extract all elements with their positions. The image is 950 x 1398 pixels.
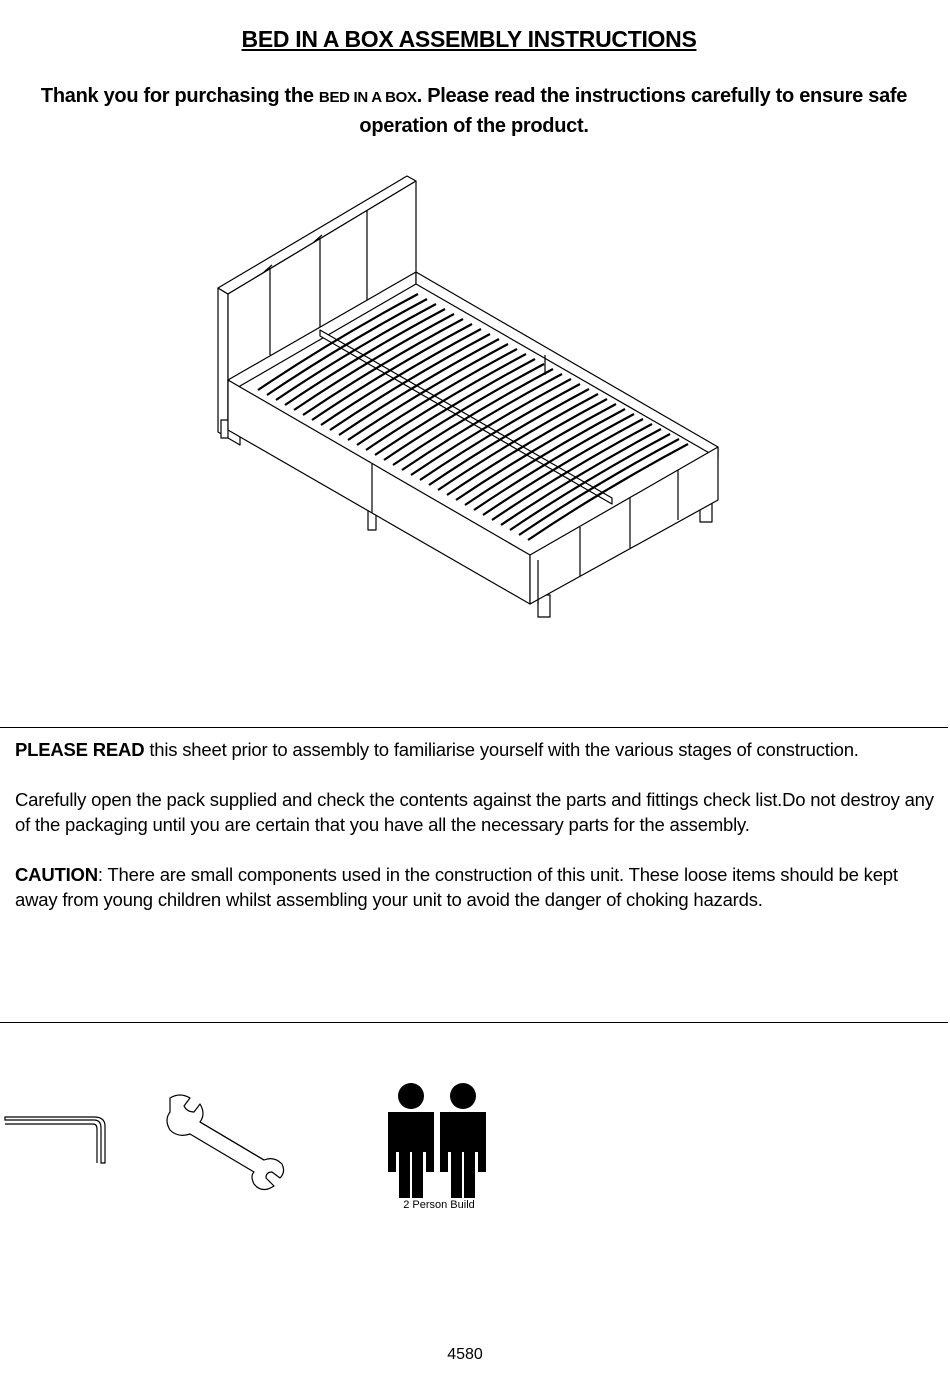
please-read-paragraph: [15, 737, 940, 762]
intro-part2: . Please read the instructions carefully to ensure safe operation of the product.: [359, 85, 908, 137]
caution-text: : There are small components used in the construction of this unit. These loose items should be kept away from young children whilst assembling your unit to avoid the danger of choking hazards.: [15, 864, 898, 910]
allen-key-icon: [4, 1116, 108, 1168]
two-person-build-label: 2 Person Build: [403, 1199, 475, 1211]
check-contents-paragraph: Carefully open the pack supplied and check the contents against the parts and fittings check list.Do not destroy any of the packaging until you are certain that you have all the necessary parts for the assembly.: [15, 789, 934, 835]
bed-frame-illustration: [190, 168, 750, 628]
intro-part1: Thank you for purchasing the: [40, 85, 319, 107]
page-number: 4580: [447, 1346, 483, 1363]
person-left-icon: [388, 1083, 434, 1198]
caution-paragraph: [15, 862, 940, 912]
person-right-icon: [440, 1083, 486, 1198]
divider-bottom: [0, 1022, 948, 1023]
spanner-icon: [160, 1090, 292, 1194]
caution-label: CAUTION: [15, 864, 98, 885]
page-title: BED IN A BOX ASSEMBLY INSTRUCTIONS: [241, 26, 697, 52]
intro-product-name: BED IN A BOX: [318, 89, 417, 106]
please-read-label: PLEASE READ: [15, 739, 145, 760]
instructions-notes: [15, 737, 940, 937]
intro-text: [20, 82, 928, 140]
divider-top: [0, 727, 948, 728]
please-read-text: this sheet prior to assembly to familiarise yourself with the various stages of construction.: [144, 739, 859, 760]
